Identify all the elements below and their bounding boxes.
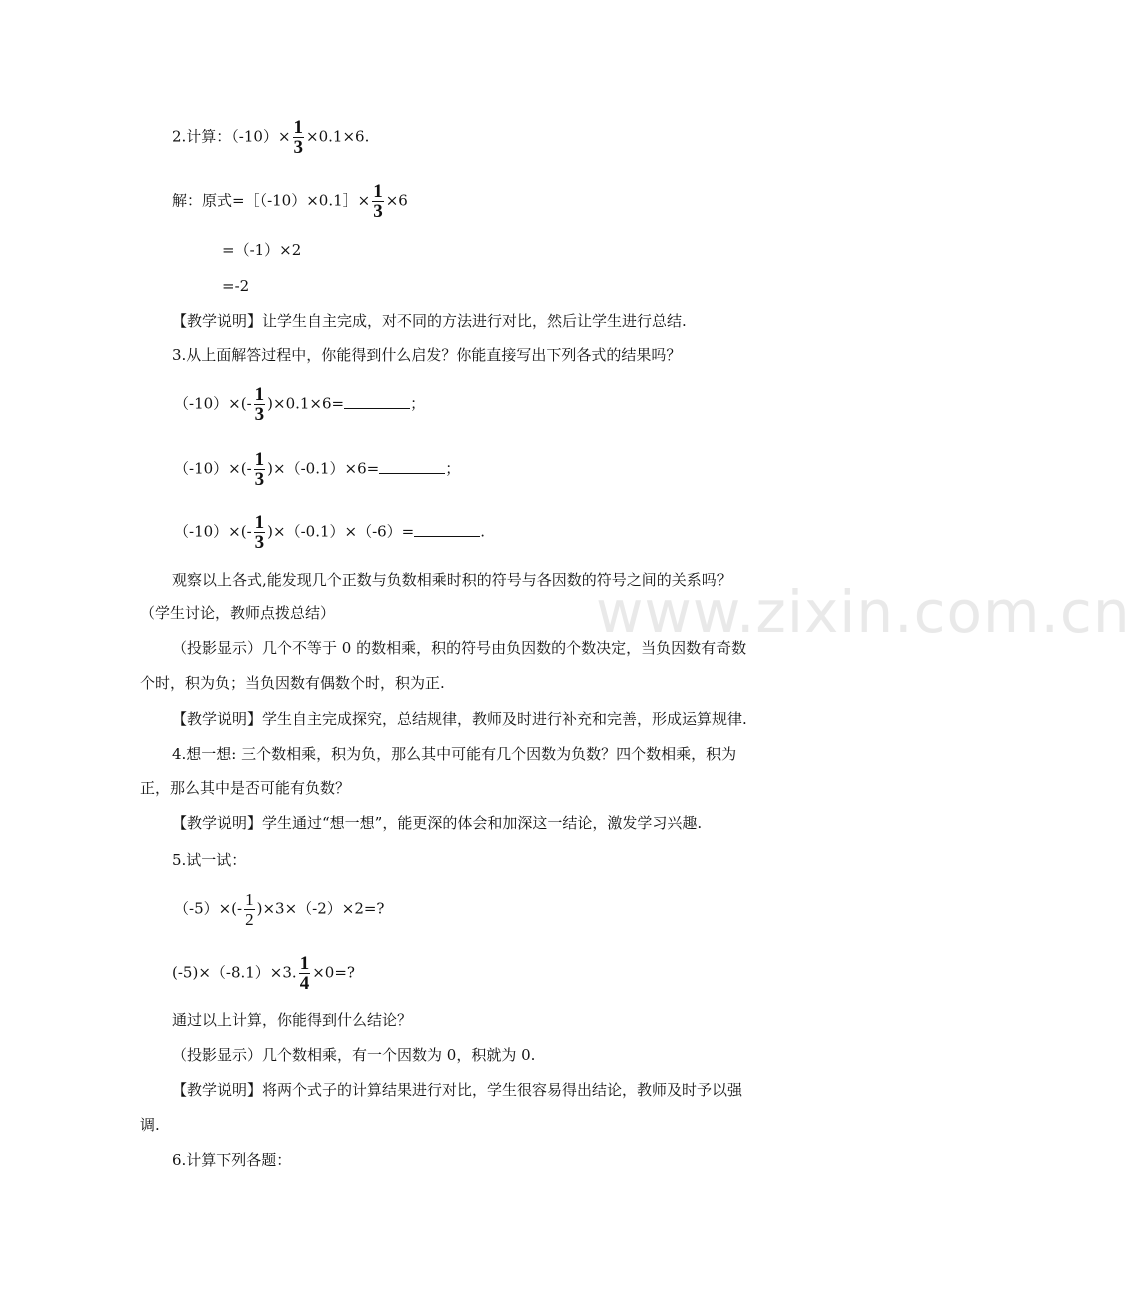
expr-post: )×0.1×6= <box>267 394 345 413</box>
fraction-numerator: 1 <box>254 384 265 405</box>
q3-expr-1 <box>174 385 425 424</box>
q3-expr-2 <box>174 450 460 489</box>
expr-pre: （-10）×(- <box>174 394 252 413</box>
q2-step-2: =-2 <box>222 277 250 295</box>
answer-blank[interactable] <box>344 392 410 409</box>
fraction-denominator: 3 <box>293 137 304 158</box>
fraction-numerator: 1 <box>254 449 265 470</box>
expr-end: ； <box>445 459 461 478</box>
expr-pre: (-5)×（-8.1）×3. <box>172 963 297 982</box>
q6-title: 6.计算下列各题： <box>172 1151 292 1169</box>
expr-end: ； <box>410 394 426 413</box>
expr-fraction <box>254 450 266 489</box>
q5-expr-1 <box>174 890 384 929</box>
q2-sol-post: ×6 <box>385 191 408 210</box>
q2-step-1: =（-1）×2 <box>222 241 302 259</box>
projection-2: （投影显示）几个数相乘，有一个因数为 0，积就为 0. <box>172 1046 536 1064</box>
observe-line-2: （学生讨论，教师点拨总结） <box>140 604 336 622</box>
expr-pre: （-5）×(- <box>174 899 243 918</box>
fraction-denominator: 3 <box>254 404 265 425</box>
fraction-numerator: 1 <box>373 181 383 202</box>
teaching-note-4-line-1: 【教学说明】将两个式子的计算结果进行对比，学生很容易得出结论，教师及时予以强 <box>172 1081 743 1099</box>
q5-expr-2 <box>172 954 355 993</box>
conclusion-question: 通过以上计算，你能得到什么结论？ <box>172 1011 413 1029</box>
expr-fraction <box>254 385 266 424</box>
teaching-note-4-line-2: 调. <box>140 1116 160 1134</box>
expr-end: . <box>480 522 486 541</box>
q2-calc-fraction <box>293 118 305 157</box>
teaching-note-1: 【教学说明】让学生自主完成，对不同的方法进行对比，然后让学生进行总结. <box>172 312 687 330</box>
expr-post: ×0=? <box>312 963 355 982</box>
expr-fraction <box>299 954 311 993</box>
fraction-denominator: 3 <box>373 201 383 222</box>
q4-line-2: 正，那么其中是否可能有负数？ <box>140 779 351 797</box>
expr-fraction <box>244 890 255 929</box>
projection-1-line-2: 个时，积为负；当负因数有偶数个时，积为正. <box>140 674 445 692</box>
expr-fraction <box>254 513 266 552</box>
expr-post: )×（-0.1）×6= <box>267 459 380 478</box>
q3-title: 3.从上面解答过程中，你能得到什么启发？你能直接写出下列各式的结果吗？ <box>172 346 682 364</box>
q2-calc-pre: 2.计算：（-10）× <box>172 127 291 146</box>
fraction-numerator: 1 <box>245 890 254 909</box>
q2-sol-pre: 解：原式=［（-10）×0.1］× <box>172 191 371 210</box>
expr-post: )×（-0.1）×（-6）= <box>267 522 415 541</box>
answer-blank[interactable] <box>414 520 480 537</box>
teaching-note-3: 【教学说明】学生通过“想一想”，能更深的体会和加深这一结论，激发学习兴趣. <box>172 814 703 832</box>
fraction-denominator: 3 <box>254 532 265 553</box>
watermark: www.zixin.com.cn <box>596 578 1131 646</box>
q4-line-1: 4.想一想: 三个数相乘，积为负，那么其中可能有几个因数为负数？四个数相乘，积为 <box>172 745 737 763</box>
fraction-numerator: 1 <box>293 117 304 138</box>
projection-1-line-1: （投影显示）几个不等于 0 的数相乘，积的符号由负因数的个数决定，当负因数有奇数 <box>172 639 747 657</box>
observe-line-1: 观察以上各式,能发现几个正数与负数相乘时积的符号与各因数的符号之间的关系吗？ <box>172 571 732 589</box>
fraction-denominator: 3 <box>254 469 265 490</box>
fraction-denominator: 2 <box>245 910 254 929</box>
fraction-numerator: 1 <box>299 953 310 974</box>
q5-title: 5.试一试： <box>172 851 247 869</box>
q2-calc-line <box>172 118 369 157</box>
answer-blank[interactable] <box>379 457 445 474</box>
q2-calc-post: ×0.1×6. <box>306 127 370 146</box>
expr-pre: （-10）×(- <box>174 522 252 541</box>
teaching-note-2: 【教学说明】学生自主完成探究，总结规律，教师及时进行补充和完善，形成运算规律. <box>172 710 747 728</box>
fraction-numerator: 1 <box>254 512 265 533</box>
q2-sol-fraction <box>372 182 384 221</box>
expr-post: )×3×（-2）×2=? <box>256 899 385 918</box>
expr-pre: （-10）×(- <box>174 459 252 478</box>
fraction-denominator: 4 <box>299 973 310 994</box>
q2-solution-line <box>172 182 408 221</box>
q3-expr-3 <box>174 513 485 552</box>
